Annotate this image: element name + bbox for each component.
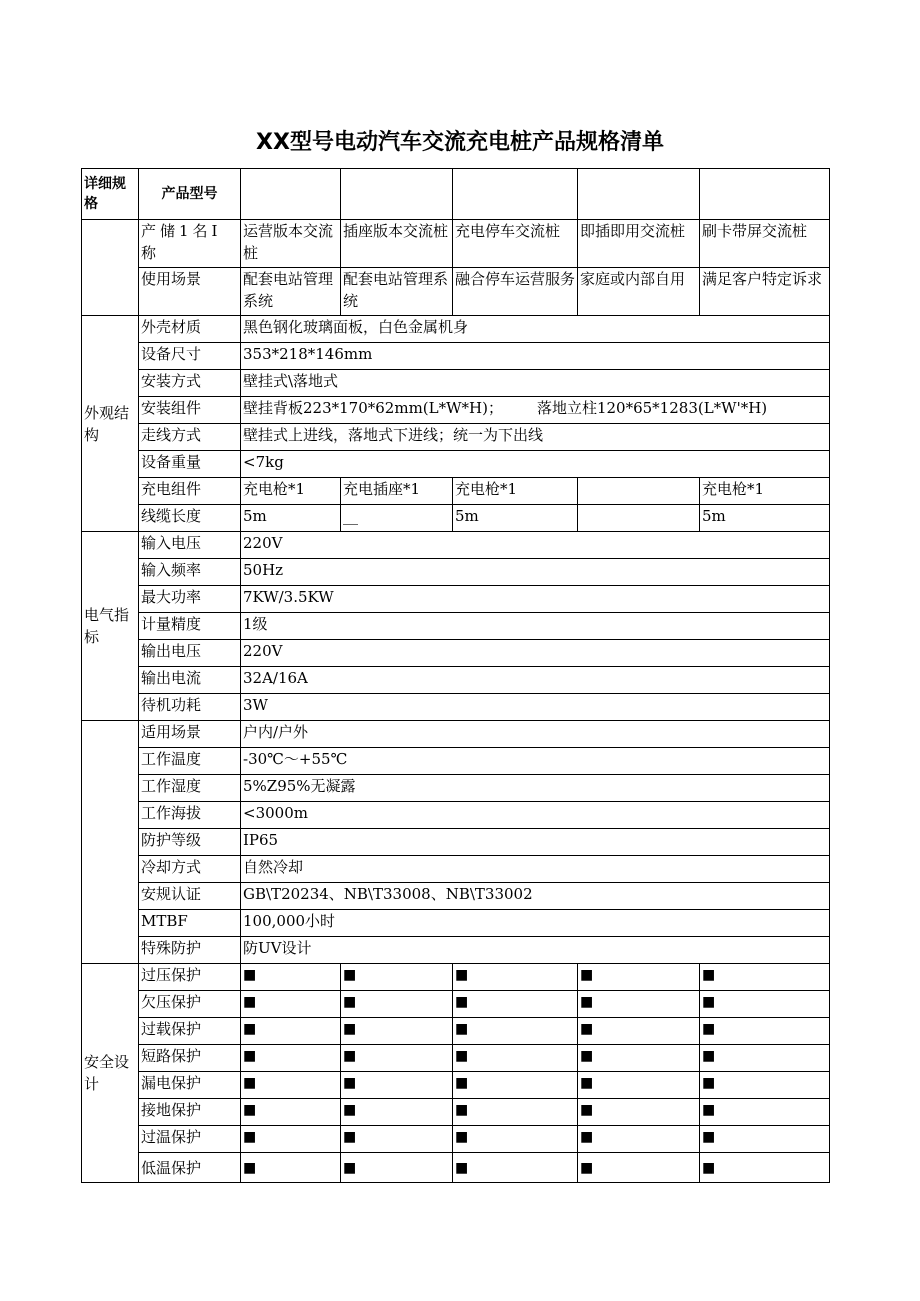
feature-mark: ■	[241, 1045, 341, 1072]
header-blank	[241, 169, 341, 220]
feature-mark: ■	[700, 1153, 830, 1183]
row-label: MTBF	[139, 910, 241, 937]
row-value: IP65	[241, 829, 830, 856]
feature-mark: ■	[578, 1099, 700, 1126]
feature-mark: ■	[700, 1045, 830, 1072]
feature-mark: ■	[241, 1018, 341, 1045]
spec-row	[82, 829, 830, 856]
row-label: 外壳材质	[139, 316, 241, 343]
row-label: 设备尺寸	[139, 343, 241, 370]
model-value: 5m	[241, 505, 341, 532]
model-name: 充电停车交流桩	[453, 220, 578, 268]
header-blank	[341, 169, 453, 220]
cable-length-row	[82, 505, 830, 532]
row-value: 32A/16A	[241, 667, 830, 694]
row-value: 1级	[241, 613, 830, 640]
spec-row	[82, 667, 830, 694]
feature-mark: ■	[341, 991, 453, 1018]
row-label: 过压保护	[139, 964, 241, 991]
category-blank	[82, 220, 139, 316]
spec-row	[82, 316, 830, 343]
row-value	[241, 397, 830, 424]
row-label: 漏电保护	[139, 1072, 241, 1099]
row-label: 计量精度	[139, 613, 241, 640]
feature-mark: ■	[241, 1099, 341, 1126]
feature-mark: ■	[341, 1018, 453, 1045]
feature-mark: ■	[241, 991, 341, 1018]
model-value: 充电枪*1	[700, 478, 830, 505]
row-label: 过载保护	[139, 1018, 241, 1045]
row-value: GB\T20234、NB\T33008、NB\T33002	[241, 883, 830, 910]
row-value: 353*218*146mm	[241, 343, 830, 370]
feature-mark: ■	[241, 964, 341, 991]
row-value: 220V	[241, 640, 830, 667]
spec-row	[82, 856, 830, 883]
feature-mark: ■	[453, 1045, 578, 1072]
row-value: 3W	[241, 694, 830, 721]
safety-row	[82, 1153, 830, 1183]
row-label: 输入频率	[139, 559, 241, 586]
spec-row	[82, 802, 830, 829]
spec-row	[82, 343, 830, 370]
row-label: 安装组件	[139, 397, 241, 424]
model-value	[578, 478, 700, 505]
feature-mark: ■	[453, 1072, 578, 1099]
feature-mark: ■	[341, 1099, 453, 1126]
document-title: XX型号电动汽车交流充电桩产品规格清单	[256, 130, 664, 155]
spec-row	[82, 640, 830, 667]
row-value: 户内/户外	[241, 721, 830, 748]
row-label: 待机功耗	[139, 694, 241, 721]
feature-mark: ■	[700, 991, 830, 1018]
feature-mark: ■	[241, 1072, 341, 1099]
model-value: 5m	[453, 505, 578, 532]
row-value: 7KW/3.5KW	[241, 586, 830, 613]
row-value: <3000m	[241, 802, 830, 829]
safety-row	[82, 1018, 830, 1045]
feature-mark: ■	[453, 991, 578, 1018]
feature-mark: ■	[700, 964, 830, 991]
model-name: 刷卡带屏交流桩	[700, 220, 830, 268]
model-value: __	[341, 505, 453, 532]
row-value: -30℃～+55℃	[241, 748, 830, 775]
row-value: 5%Z95%无凝露	[241, 775, 830, 802]
row-label: 过温保护	[139, 1126, 241, 1153]
row-value: 黑色钢化玻璃面板，白色金属机身	[241, 316, 830, 343]
row-label: 设备重量	[139, 451, 241, 478]
feature-mark: ■	[341, 1045, 453, 1072]
feature-mark: ■	[341, 1153, 453, 1183]
row-label: 输入电压	[139, 532, 241, 559]
row-label: 欠压保护	[139, 991, 241, 1018]
row-label: 输出电流	[139, 667, 241, 694]
safety-row	[82, 1045, 830, 1072]
model-value	[578, 505, 700, 532]
spec-row	[82, 613, 830, 640]
header-row	[82, 169, 830, 220]
model-value: 5m	[700, 505, 830, 532]
row-value: 防UV设计	[241, 937, 830, 964]
scenario-value: 配套电站管理系统	[341, 268, 453, 316]
model-name: 即插即用交流桩	[578, 220, 700, 268]
feature-mark: ■	[241, 1126, 341, 1153]
row-label: 工作湿度	[139, 775, 241, 802]
feature-mark: ■	[578, 1126, 700, 1153]
header-blank	[700, 169, 830, 220]
feature-mark: ■	[578, 1072, 700, 1099]
row-label: 防护等级	[139, 829, 241, 856]
row-label: 短路保护	[139, 1045, 241, 1072]
spec-row	[82, 775, 830, 802]
safety-row	[82, 1126, 830, 1153]
spec-table	[81, 168, 830, 1183]
row-label: 特殊防护	[139, 937, 241, 964]
feature-mark: ■	[578, 1153, 700, 1183]
row-label: 安装方式	[139, 370, 241, 397]
feature-mark: ■	[578, 964, 700, 991]
model-value: 充电插座*1	[341, 478, 453, 505]
row-label: 使用场景	[139, 268, 241, 316]
row-label: 工作海拔	[139, 802, 241, 829]
feature-mark: ■	[700, 1126, 830, 1153]
row-label: 冷却方式	[139, 856, 241, 883]
model-value: 充电枪*1	[241, 478, 341, 505]
row-value: 壁挂式上进线，落地式下进线；统一为下出线	[241, 424, 830, 451]
model-name-row	[82, 220, 830, 268]
spec-row	[82, 694, 830, 721]
header-product-model: 产品型号	[139, 169, 241, 220]
category-blank	[82, 721, 139, 964]
safety-row	[82, 991, 830, 1018]
category-electrical: 电气指标	[82, 532, 139, 721]
spec-row	[82, 883, 830, 910]
spec-row	[82, 559, 830, 586]
model-name: 运营版本交流桩	[241, 220, 341, 268]
model-name: 插座版本交流桩	[341, 220, 453, 268]
row-value: <7kg	[241, 451, 830, 478]
feature-mark: ■	[341, 1072, 453, 1099]
row-label: 安规认证	[139, 883, 241, 910]
floor-post-spec: 落地立柱120*65*1283(L*W'*H)	[536, 399, 768, 417]
row-label: 走线方式	[139, 424, 241, 451]
feature-mark: ■	[453, 1126, 578, 1153]
row-value: 100,000小时	[241, 910, 830, 937]
row-label: 充电组件	[139, 478, 241, 505]
row-value: 220V	[241, 532, 830, 559]
spec-row	[82, 370, 830, 397]
scenario-row	[82, 268, 830, 316]
spec-row	[82, 748, 830, 775]
row-value: 50Hz	[241, 559, 830, 586]
feature-mark: ■	[453, 1153, 578, 1183]
spec-row	[82, 424, 830, 451]
feature-mark: ■	[453, 1018, 578, 1045]
scenario-value: 满足客户特定诉求	[700, 268, 830, 316]
header-blank	[578, 169, 700, 220]
wall-bracket-spec: 壁挂背板223*170*62mm(L*W*H)；	[243, 399, 503, 417]
row-label: 产储1名I称	[139, 220, 241, 268]
row-value: 自然冷却	[241, 856, 830, 883]
spec-row	[82, 937, 830, 964]
safety-row	[82, 964, 830, 991]
feature-mark: ■	[341, 1126, 453, 1153]
row-label: 适用场景	[139, 721, 241, 748]
spec-row	[82, 721, 830, 748]
feature-mark: ■	[341, 964, 453, 991]
category-appearance: 外观结构	[82, 316, 139, 532]
category-safety: 安全设计	[82, 964, 139, 1183]
feature-mark: ■	[700, 1018, 830, 1045]
feature-mark: ■	[578, 1045, 700, 1072]
spec-row	[82, 532, 830, 559]
scenario-value: 配套电站管理系统	[241, 268, 341, 316]
row-label: 输出电压	[139, 640, 241, 667]
row-label: 接地保护	[139, 1099, 241, 1126]
row-label: 低温保护	[139, 1153, 241, 1183]
feature-mark: ■	[241, 1153, 341, 1183]
header-blank	[453, 169, 578, 220]
scenario-value: 家庭或内部自用	[578, 268, 700, 316]
feature-mark: ■	[700, 1099, 830, 1126]
spec-row	[82, 397, 830, 424]
model-value: 充电枪*1	[453, 478, 578, 505]
feature-mark: ■	[700, 1072, 830, 1099]
charging-parts-row	[82, 478, 830, 505]
spec-row	[82, 586, 830, 613]
spec-row	[82, 910, 830, 937]
safety-row	[82, 1099, 830, 1126]
row-label: 线缆长度	[139, 505, 241, 532]
spec-row	[82, 451, 830, 478]
safety-row	[82, 1072, 830, 1099]
feature-mark: ■	[578, 991, 700, 1018]
scenario-value: 融合停车运营服务	[453, 268, 578, 316]
feature-mark: ■	[453, 964, 578, 991]
row-label: 工作温度	[139, 748, 241, 775]
feature-mark: ■	[578, 1018, 700, 1045]
row-label: 最大功率	[139, 586, 241, 613]
feature-mark: ■	[453, 1099, 578, 1126]
row-value: 壁挂式\落地式	[241, 370, 830, 397]
header-category: 详细规格	[82, 169, 139, 220]
